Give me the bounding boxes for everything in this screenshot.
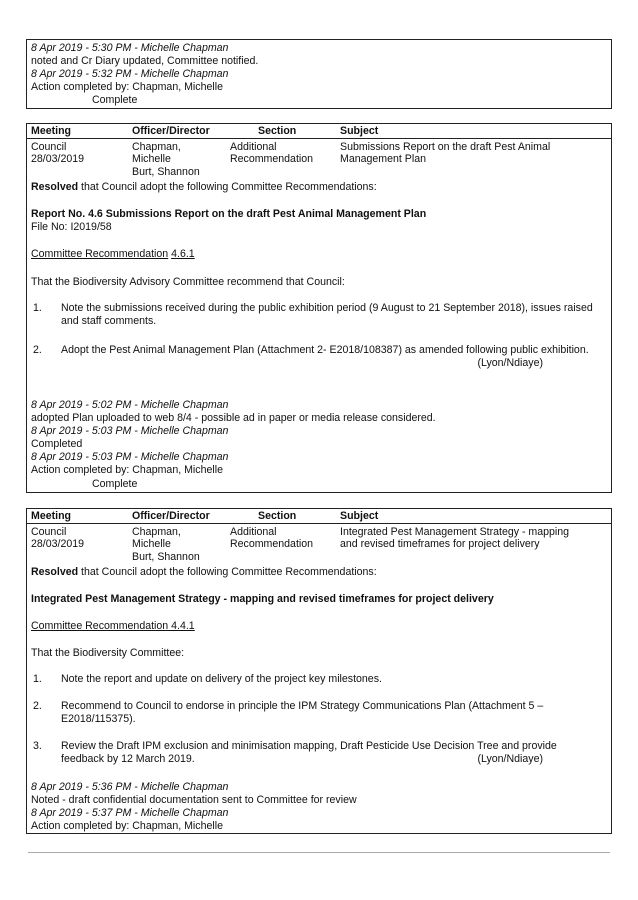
officer-cell: Michelle [132, 153, 171, 165]
header-section: Section [258, 125, 297, 137]
meeting-cell: Council [31, 141, 67, 153]
officer-cell: Burt, Shannon [132, 551, 200, 563]
header-meeting: Meeting [31, 510, 72, 522]
item-text: Recommend to Council to endorse in principle the IPM Strategy Communications Plan (Attachment 5 – E2018/115375). [61, 700, 544, 725]
action-box-pest-animal [26, 123, 612, 493]
item-text: Note the report and update on delivery of the project key milestones. [61, 673, 382, 685]
log-text: adopted Plan uploaded to web 8/4 - possible ad in paper or media release considered. [31, 412, 436, 424]
item-number: 1. [33, 673, 42, 685]
report-title: Report No. 4.6 Submissions Report on the draft Pest Animal Management Plan [31, 208, 427, 220]
log-meta: 8 Apr 2019 - 5:03 PM - Michelle Chapman [31, 451, 229, 463]
resolved-text: that Council adopt the following Committee Recommendations: [78, 181, 377, 193]
recommendation-intro: That the Biodiversity Advisory Committee recommend that Council: [31, 276, 345, 288]
status-text: Complete [92, 478, 138, 490]
recommendation-number: 4.6.1 [171, 248, 195, 260]
header-subject: Subject [340, 510, 379, 522]
report-title: Integrated Pest Management Strategy - mapping and revised timeframes for project delivery [31, 593, 494, 605]
log-meta: 8 Apr 2019 - 5:32 PM - Michelle Chapman [31, 68, 229, 80]
officer-cell: Chapman, [132, 526, 181, 538]
log-meta: 8 Apr 2019 - 5:03 PM - Michelle Chapman [31, 425, 229, 437]
subject-cell: Integrated Pest Management Strategy - mapping [340, 526, 570, 538]
log-text: Completed [31, 438, 83, 450]
log-meta: 8 Apr 2019 - 5:37 PM - Michelle Chapman [31, 807, 229, 819]
mover-seconder: (Lyon/Ndiaye) [477, 357, 543, 369]
log-text: Action completed by: Chapman, Michelle [31, 820, 223, 832]
resolved-line [31, 566, 377, 578]
resolved-text: that Council adopt the following Committee Recommendations: [78, 566, 377, 578]
table-header [27, 509, 611, 524]
subject-cell: Submissions Report on the draft Pest Animal [340, 141, 551, 153]
log-text: noted and Cr Diary updated, Committee notified. [31, 55, 259, 67]
item-number: 2. [33, 700, 42, 712]
officer-cell: Michelle [132, 538, 171, 550]
header-meeting: Meeting [31, 125, 72, 137]
table-header [27, 124, 611, 139]
section-cell: Additional [230, 526, 277, 538]
header-subject: Subject [340, 125, 379, 137]
log-meta: 8 Apr 2019 - 5:30 PM - Michelle Chapman [31, 42, 229, 54]
mover-seconder: (Lyon/Ndiaye) [477, 753, 543, 765]
log-text: Action completed by: Chapman, Michelle [31, 464, 223, 476]
item-text: Note the submissions received during the public exhibition period (9 August to 21 September 2018), issues raised and staff comments. [61, 302, 593, 327]
action-box-ipm-strategy [26, 508, 612, 834]
header-officer: Officer/Director [132, 125, 210, 137]
meeting-cell: Council [31, 526, 67, 538]
item-number: 1. [33, 302, 42, 314]
log-meta: 8 Apr 2019 - 5:02 PM - Michelle Chapman [31, 399, 229, 411]
committee-recommendation-heading: Committee Recommendation 4.4.1 [31, 620, 195, 632]
subject-cell: and revised timeframes for project delivery [340, 538, 540, 550]
subject-cell: Management Plan [340, 153, 426, 165]
officer-cell: Chapman, [132, 141, 181, 153]
resolved-label: Resolved [31, 566, 79, 578]
resolved-line [31, 181, 377, 193]
log-text: Action completed by: Chapman, Michelle [31, 81, 223, 93]
meeting-date: 28/03/2019 [31, 538, 85, 550]
section-cell: Recommendation [230, 153, 314, 165]
status-text: Complete [92, 94, 138, 106]
header-officer: Officer/Director [132, 510, 210, 522]
resolved-label: Resolved [31, 181, 79, 193]
recommendation-intro: That the Biodiversity Committee: [31, 647, 185, 659]
committee-recommendation-heading [31, 248, 195, 260]
section-cell: Recommendation [230, 538, 314, 550]
log-meta: 8 Apr 2019 - 5:36 PM - Michelle Chapman [31, 781, 229, 793]
meeting-date: 28/03/2019 [31, 153, 85, 165]
item-text: Adopt the Pest Animal Management Plan (Attachment 2- E2018/108387) as amended following public exhibition. [61, 344, 589, 356]
file-number: File No: I2019/58 [31, 221, 112, 233]
item-number: 2. [33, 344, 42, 356]
item-number: 3. [33, 740, 42, 752]
item-text: Review the Draft IPM exclusion and minimisation mapping, Draft Pesticide Use Decision Tree and provide feedback by 12 March 2019. [61, 740, 557, 765]
action-log-box-1 [26, 39, 612, 109]
recommendation-label: Committee Recommendation [31, 248, 169, 260]
footer-divider [28, 852, 610, 853]
log-text: Noted - draft confidential documentation sent to Committee for review [31, 794, 357, 806]
header-section: Section [258, 510, 297, 522]
section-cell: Additional [230, 141, 277, 153]
officer-cell: Burt, Shannon [132, 166, 200, 178]
